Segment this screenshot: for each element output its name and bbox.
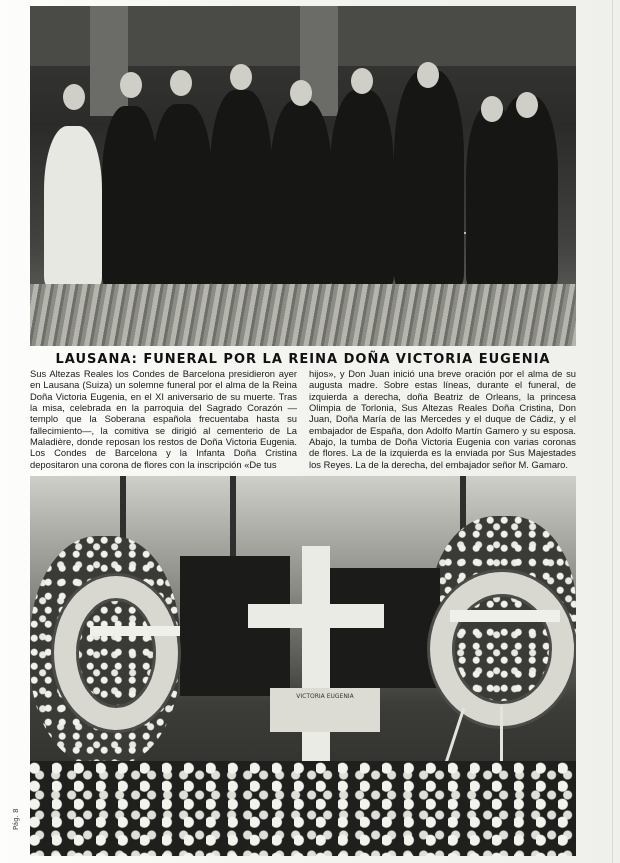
wreath-right (430, 572, 574, 726)
caption-column-right: hijos», y Don Juan inició una breve oración por el alma de su augusta madre. Sobre estas líneas, durante el funeral, de izquierda a derecha, doña Beatriz de Orleans, la princesa Olimpia de Torlonia, Sus Altezas Reales Doña Cristina, Don Juan, Doña María de las Mercedes y el duque de Cádiz, y el embajador de España, don Adolfo Martín Gamero y su esposa. Abajo, la tumba de Doña Victoria Eugenia con varias coronas de flores. La de la izquierda es la enviada por Sus Majestades los Reyes. La de la derecha, del embajador señor M. Gamaro. (309, 368, 576, 470)
photo-pillar (90, 6, 128, 116)
attendee-figure (152, 104, 212, 286)
wreath-left (54, 576, 178, 730)
grave-plaque: VICTORIA EUGENIA (270, 688, 380, 732)
article-headline: LAUSANA: FUNERAL POR LA REINA DOÑA VICTORIA EUGENIA (55, 352, 551, 367)
flowers-on-ground (30, 761, 576, 856)
attendee-head (417, 62, 439, 88)
page-number-mark: Pág. 8 (12, 808, 20, 830)
photo-floor (30, 284, 576, 346)
attendee-head (120, 72, 142, 98)
wreath-ribbon (90, 626, 180, 636)
grave-cross-vertical (302, 546, 330, 776)
attendee-head (230, 64, 252, 90)
wreath-ribbon (450, 610, 560, 622)
attendee-figure (330, 90, 394, 286)
tomb-with-wreaths-photo (30, 476, 576, 856)
grave-cross-horizontal (248, 604, 384, 628)
attendee-head (290, 80, 312, 106)
attendee-figure (102, 106, 158, 286)
attendee-head (351, 68, 373, 94)
tombstone-right (330, 568, 440, 688)
attendee-figure (394, 70, 464, 286)
attendee-head (516, 92, 538, 118)
attendee-figure (496, 96, 558, 286)
page-margin-line (612, 0, 613, 863)
attendee-head (481, 96, 503, 122)
attendee-figure (270, 100, 332, 286)
attendee-figure (210, 90, 272, 286)
attendee-head (63, 84, 85, 110)
attendee-head (170, 70, 192, 96)
attendee-figure (44, 126, 102, 286)
caption-column-left: Sus Altezas Reales los Condes de Barcelona presidieron ayer en Lausana (Suiza) un solemne funeral por el alma de la Reina Doña Victoria Eugenia, en el XI aniversario de su muerte. Tras la misa, celebrada en la parroquia del Sagrado Corazón —templo que la Soberana española frecuentaba hasta su fallecimiento—, la comitiva se dirigió al cementerio de La Maladière, donde reposan los restos de Doña Victoria Eugenia. Los Condes de Barcelona y la Infanta Doña Cristina depositaron una corona de flores con la inscripción «De tus (30, 368, 297, 470)
funeral-attendees-photo (30, 6, 576, 346)
